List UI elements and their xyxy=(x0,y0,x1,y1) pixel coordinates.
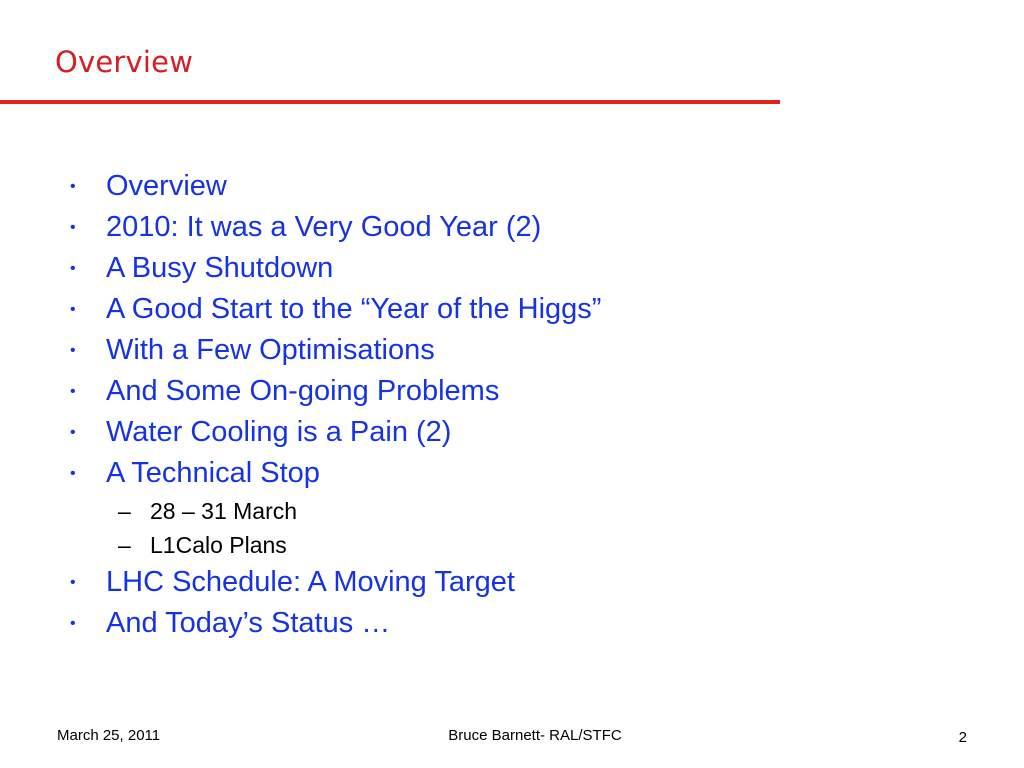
bullet-text: 2010: It was a Very Good Year (2) xyxy=(106,211,542,243)
bullet-dot-icon: • xyxy=(70,260,76,277)
bullet-item xyxy=(70,330,930,371)
bullet-item xyxy=(70,371,930,412)
bullet-text: And Today’s Status … xyxy=(106,607,391,639)
bullet-item xyxy=(70,603,930,644)
bullet-dot-icon: • xyxy=(70,574,76,591)
sub-bullet-list xyxy=(70,494,930,562)
slide-title: Overview xyxy=(55,45,194,79)
bullet-text: And Some On-going Problems xyxy=(106,375,500,407)
bullet-text: A Technical Stop xyxy=(106,457,320,489)
sub-bullet-item xyxy=(70,494,930,528)
bullet-item xyxy=(70,453,930,494)
bullet-dot-icon: • xyxy=(70,301,76,318)
bullet-item xyxy=(70,166,930,207)
page-number: 2 xyxy=(958,729,967,746)
bullet-dot-icon: • xyxy=(70,465,76,482)
bullet-item xyxy=(70,289,930,330)
bullet-text: Overview xyxy=(106,170,227,202)
dash-icon: – xyxy=(118,532,131,558)
sub-bullet-group xyxy=(70,494,930,562)
bullet-dot-icon: • xyxy=(70,219,76,236)
bullet-text: LHC Schedule: A Moving Target xyxy=(106,566,515,598)
bullet-text: A Good Start to the “Year of the Higgs” xyxy=(106,293,602,325)
bullet-item xyxy=(70,248,930,289)
sub-bullet-item xyxy=(70,528,930,562)
bullet-text: A Busy Shutdown xyxy=(106,252,334,284)
footer-author: Bruce Barnett- RAL/STFC xyxy=(448,727,622,744)
bullet-dot-icon: • xyxy=(70,383,76,400)
sub-bullet-text: L1Calo Plans xyxy=(150,532,287,558)
bullet-text: With a Few Optimisations xyxy=(106,334,435,366)
bullet-dot-icon: • xyxy=(70,342,76,359)
dash-icon: – xyxy=(118,498,131,524)
bullet-list xyxy=(70,166,930,644)
bullet-item xyxy=(70,412,930,453)
bullet-dot-icon: • xyxy=(70,424,76,441)
bullet-item xyxy=(70,207,930,248)
bullet-item xyxy=(70,562,930,603)
footer-date: March 25, 2011 xyxy=(57,727,161,744)
title-underline-rule xyxy=(0,100,780,104)
sub-bullet-text: 28 – 31 March xyxy=(150,498,298,524)
bullet-text: Water Cooling is a Pain (2) xyxy=(106,416,452,448)
bullet-dot-icon: • xyxy=(70,178,76,195)
bullet-dot-icon: • xyxy=(70,615,76,632)
